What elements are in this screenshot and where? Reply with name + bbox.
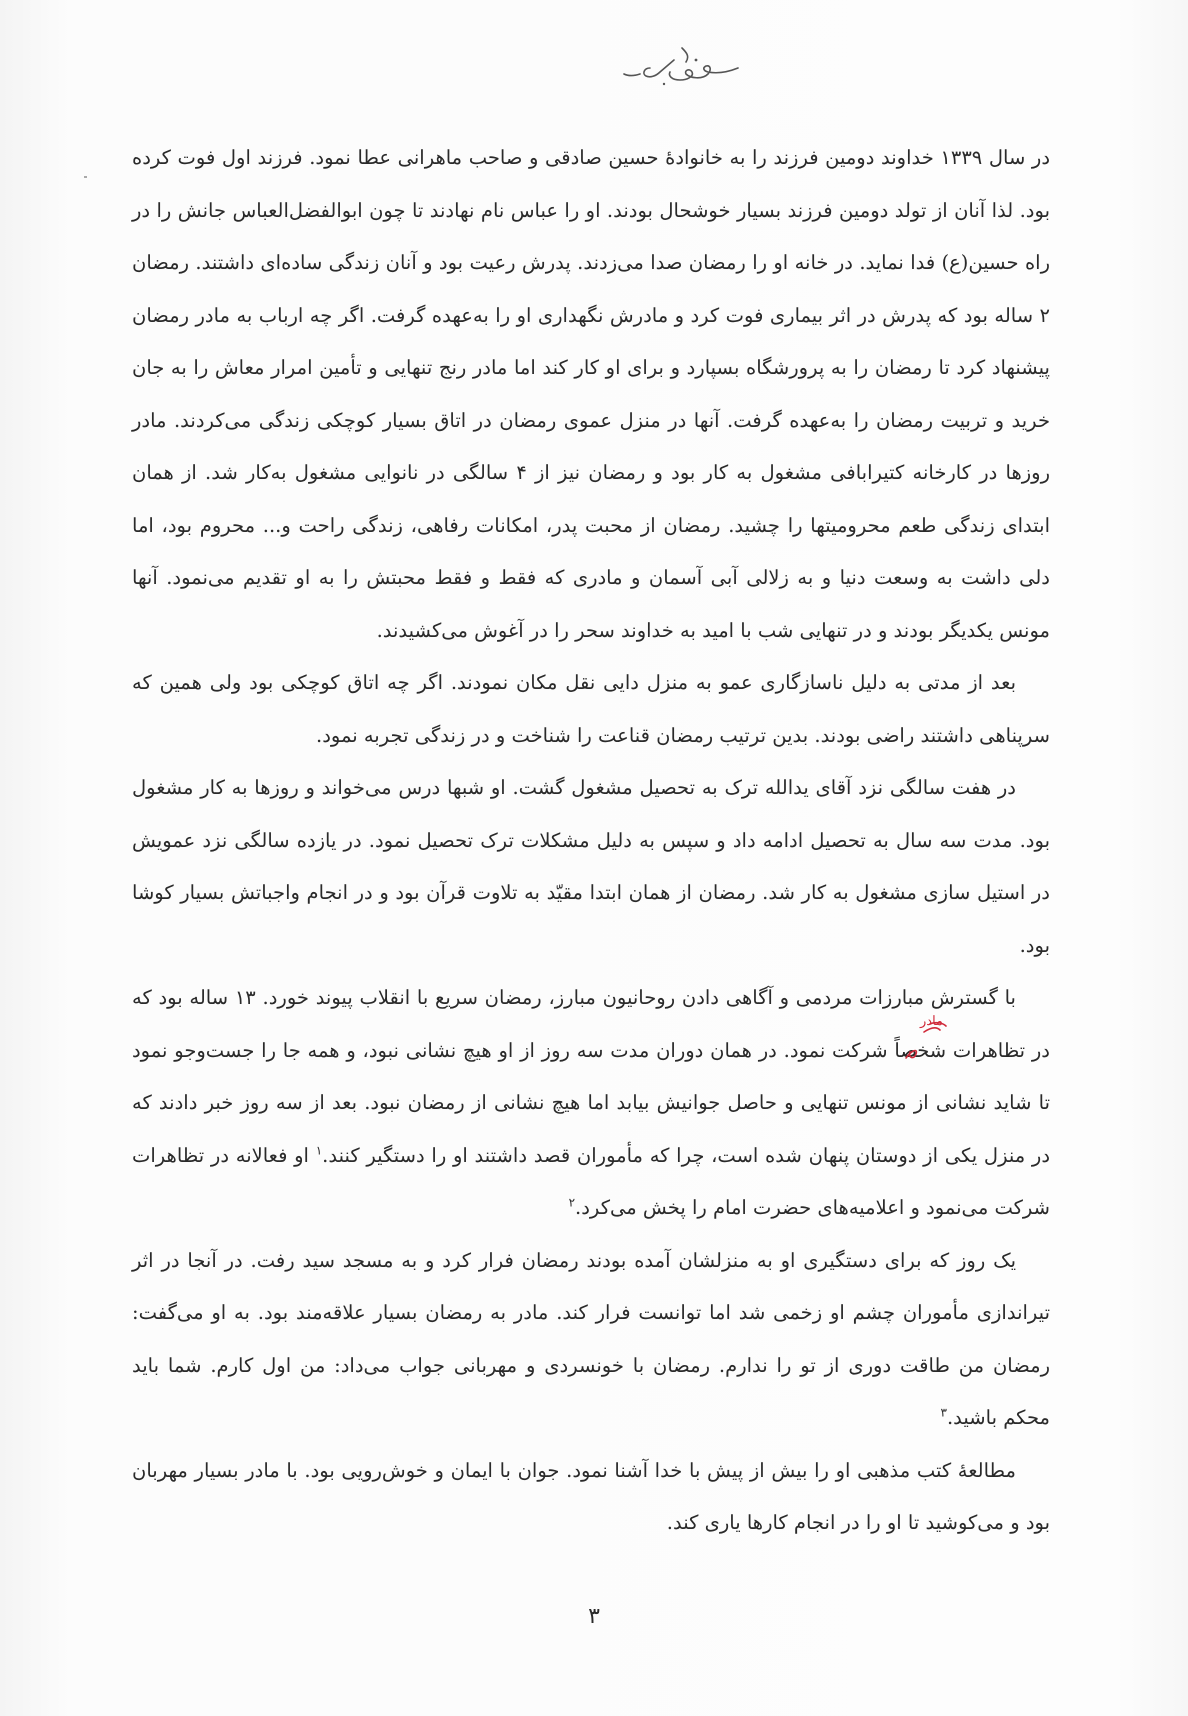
paragraph-3: در هفت سالگی نزد آقای یدالله ترک به تحصیل مشغول گشت. او شبها درس می‌خواند و روزها به کار مشغول بود. مدت سه سال به تحصیل ادامه داد و سپس به دلیل مشکلات ترک تحصیل نمود. در یازده سالگی نزد عمویش در استیل سازی مشغول به کار شد. رمضان از همان ابتدا مقیّد به تلاوت قرآن بود و در انجام واجباتش بسیار کوشا بود.: [132, 776, 1050, 957]
paragraph-2: بعد از مدتی به دلیل ناسازگاری عمو به منزل دایی نقل مکان نمودند. اگر چه اتاق کوچکی بود ولی همین که سرپناهی داشتند راضی بودند. بدین ترتیب رمضان قناعت را شناخت و در زندگی تجربه نمود.: [132, 671, 1050, 747]
biography-body: [132, 132, 1050, 1550]
scan-speck: [84, 176, 87, 178]
handwritten-correction: مادر: [920, 1014, 943, 1029]
paragraph-5: [132, 1235, 1050, 1445]
paragraph-4-text: با گسترش مبارزات مردمی و آگاهی دادن روحانیون مبارز، رمضان سریع با انقلاب پیوند خورد. ۱۳ ساله بود که در تظاهرات شخصاً شرکت نمود. در همان دوران مدت سه روز از او هیچ نشانی نبود، و همه جا را جست‌وجو نمود تا شاید نشانی از مونس تنهایی و حاصل جوانیش بیابد اما هیچ نشانی از رمضان نبود. بعد از سه روز خبر دادند که در منزل یکی از دوستان پنهان شده است، چرا که مأموران قصد داشتند او را دستگیر کنند.: [132, 986, 1051, 1167]
header-calligraphy-logo: [620, 38, 750, 98]
footnote-ref-2: ۲: [568, 1195, 576, 1210]
footnote-ref-1: ۱: [315, 1143, 323, 1157]
paragraph-5-text: یک روز که برای دستگیری او به منزلشان آمده بودند رمضان فرار کرد و به مسجد سید رفت. در آنجا در اثر تیراندازی مأموران چشم او زخمی شد اما توانست فرار کند. مادر به رمضان بسیار علاقه‌مند بود. به او می‌گفت: رمضان من طاقت دوری از تو را ندارم. رمضان با خونسردی و مهربانی جواب می‌داد: من اول کارم. شما باید محکم باشید.: [132, 1248, 1050, 1429]
paragraph-4-tail: او فعالانه در تظاهرات شرکت می‌نمود و اعلامیه‌های حضرت امام را پخش می‌کرد.: [132, 1143, 1050, 1219]
page-number: ۳: [588, 1604, 600, 1629]
paragraph-4: [132, 972, 1050, 1235]
footnote-ref-3: ۳: [940, 1405, 947, 1420]
paragraph-6: مطالعهٔ کتب مذهبی او را بیش از پیش با خدا آشنا نمود. جوان با ایمان و خوش‌رویی بود. با مادر بسیار مهربان بود و می‌کوشید تا او را در انجام کارها یاری کند.: [132, 1458, 1050, 1534]
paragraph-1: در سال ۱۳۳۹ خداوند دومین فرزند را به خانوادهٔ حسین صادقی و صاحب ماهرانی عطا نمود. فرزند اول فوت کرده بود. لذا آنان از تولد دومین فرزند بسیار خوشحال بودند. او را عباس نام نهادند تا چون ابوالفضل‌العباس جانش را در راه حسین(ع) فدا نماید. در خانه او را رمضان صدا می‌زدند. پدرش رعیت بود و آنان زندگی ساده‌ای داشتند. رمضان ۲ ساله بود که پدرش در اثر بیماری فوت کرد و مادرش نگهداری او را به‌عهده گرفت. اگر چه ارباب به مادر رمضان پیشنهاد کرد تا رمضان را به پرورشگاه بسپارد و برای او کار کند اما مادر رنج تنهایی و تأمین امرار معاش را به جان خرید و تربیت رمضان را به‌عهده گرفت. آنها در منزل عموی رمضان در اتاق بسیار کوچکی زندگی می‌کردند. مادر روزها در کارخانه کتیرابافی مشغول به کار بود و رمضان نیز از ۴ سالگی در نانوایی مشغول به‌کار شد. از همان ابتدای زندگی طعم محرومیتها را چشید. رمضان از محبت پدر، امکانات رفاهی، زندگی راحت و... محروم بود، اما دلی داشت به وسعت دنیا و به زلالی آبی آسمان و مادری که فقط و فقط محبتش را به او تقدیم می‌نمود. آنها مونس یکدیگر بودند و در تنهایی شب با امید به خداوند سحر را در آغوش می‌کشیدند.: [132, 146, 1050, 642]
